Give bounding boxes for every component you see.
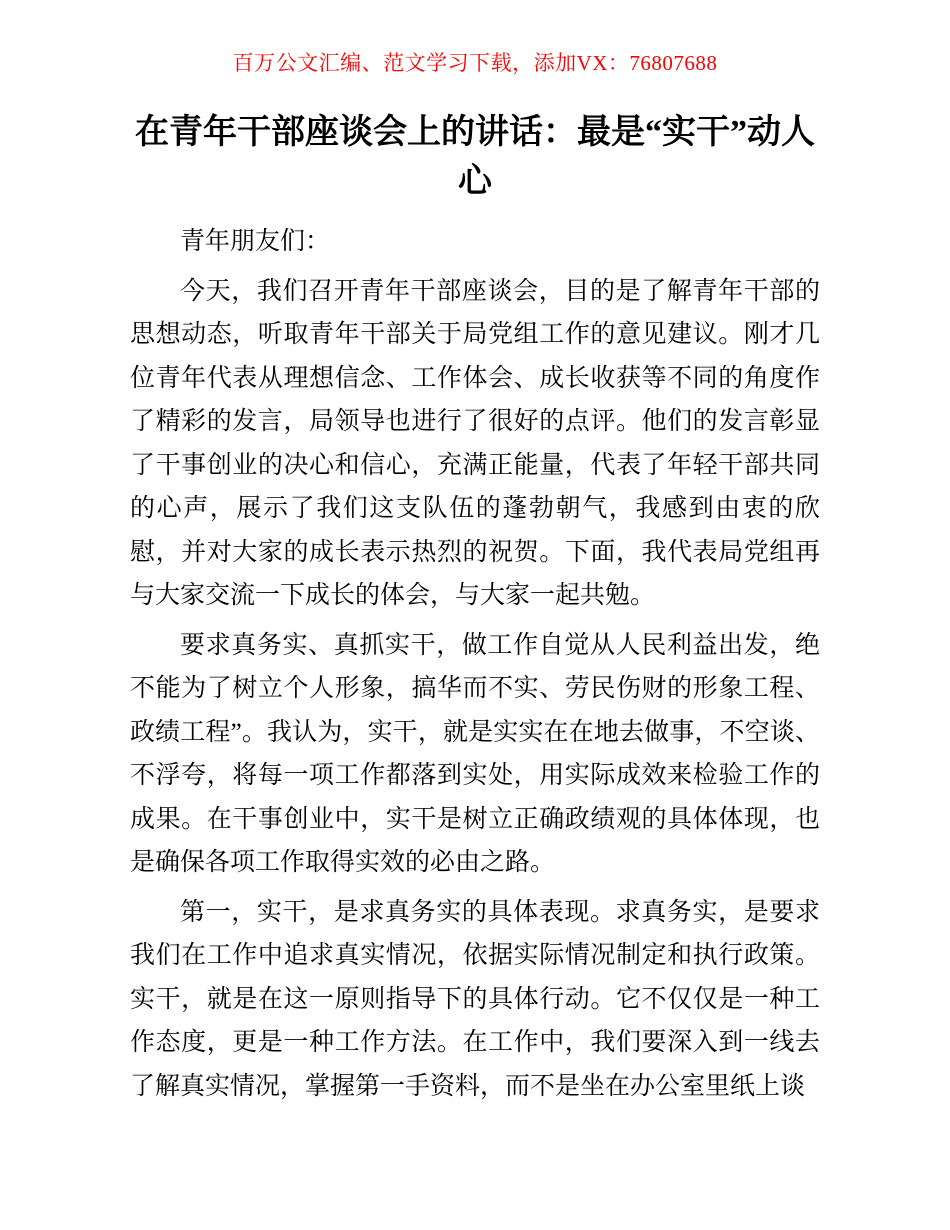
header-notice: 百万公文汇编、范文学习下载，添加VX：76807688 [232,51,718,75]
paragraph: 要求真务实、真抓实干，做工作自觉从人民利益出发，绝不能为了树立个人形象，搞华而不实、劳民伤财的形象工程、政绩工程”。我认为，实干，就是实实在在地去做事，不空谈、不浮夸，将每一项工作都落到实处，用实际成效来检验工作的成果。在干事创业中，实干是树立正确政绩观的具体体现，也是确保各项工作取得实效的必由之路。 [130,631,820,876]
document-title: 在青年干部座谈会上的讲话：最是“实干”动人心 [135,114,815,200]
paragraph: 今天，我们召开青年干部座谈会，目的是了解青年干部的思想动态，听取青年干部关于局党组工作的意见建议。刚才几位青年代表从理想信念、工作体会、成长收获等不同的角度作了精彩的发言，局领导也进行了很好的点评。他们的发言彰显了干事创业的决心和信心，充满正能量，代表了年轻干部共同的心声，展示了我们这支队伍的蓬勃朝气，我感到由衷的欣慰，并对大家的成长表示热烈的祝贺。下面，我代表局党组再与大家交流一下成长的体会，与大家一起共勉。 [130,277,820,609]
paragraph: 青年朋友们： [180,228,331,255]
document-body [130,220,820,1108]
paragraph: 第一，实干，是求真务实的具体表现。求真务实，是要求我们在工作中追求真实情况，依据实际情况制定和执行政策。实干，就是在这一原则指导下的具体行动。它不仅仅是一种工作态度，更是一种工作方法。在工作中，我们要深入到一线去了解真实情况，掌握第一手资料，而不是坐在办公室里纸上谈 [130,898,820,1100]
